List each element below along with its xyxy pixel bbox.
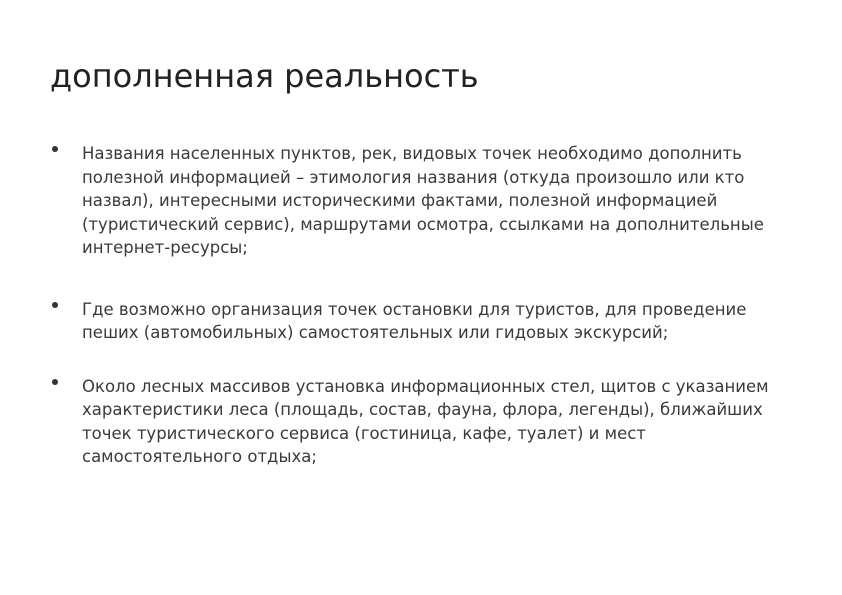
list-item [50,298,795,345]
bullet-dot-icon [52,379,58,385]
bullet-text: Около лесных массивов установка информационных стел, щитов с указанием характеристики леса (площадь, состав, фауна, флора, легенды), ближайших точек туристического сервиса (гостиница, кафе, туалет) и мест самостоятельного отдыха; [82,376,769,466]
bullet-text: Названия населенных пунктов, рек, видовых точек необходимо дополнить полезной информацией – этимология названия (откуда произошло или кто назвал), интересными историческими фактами, полезной информацией (туристический сервис), маршрутами осмотра, ссылками на дополнительные интернет-ресурсы; [82,144,764,257]
list-item [50,142,795,260]
bullet-text: Где возможно организация точек остановки для туристов, для проведение пеших (автомобильных) самостоятельных или гидовых экскурсий; [82,299,747,342]
slide-title: дополненная реальность [50,57,479,95]
list-item [50,375,795,469]
bullet-dot-icon [52,302,58,308]
bullet-dot-icon [52,146,58,152]
bullet-list [50,142,795,469]
